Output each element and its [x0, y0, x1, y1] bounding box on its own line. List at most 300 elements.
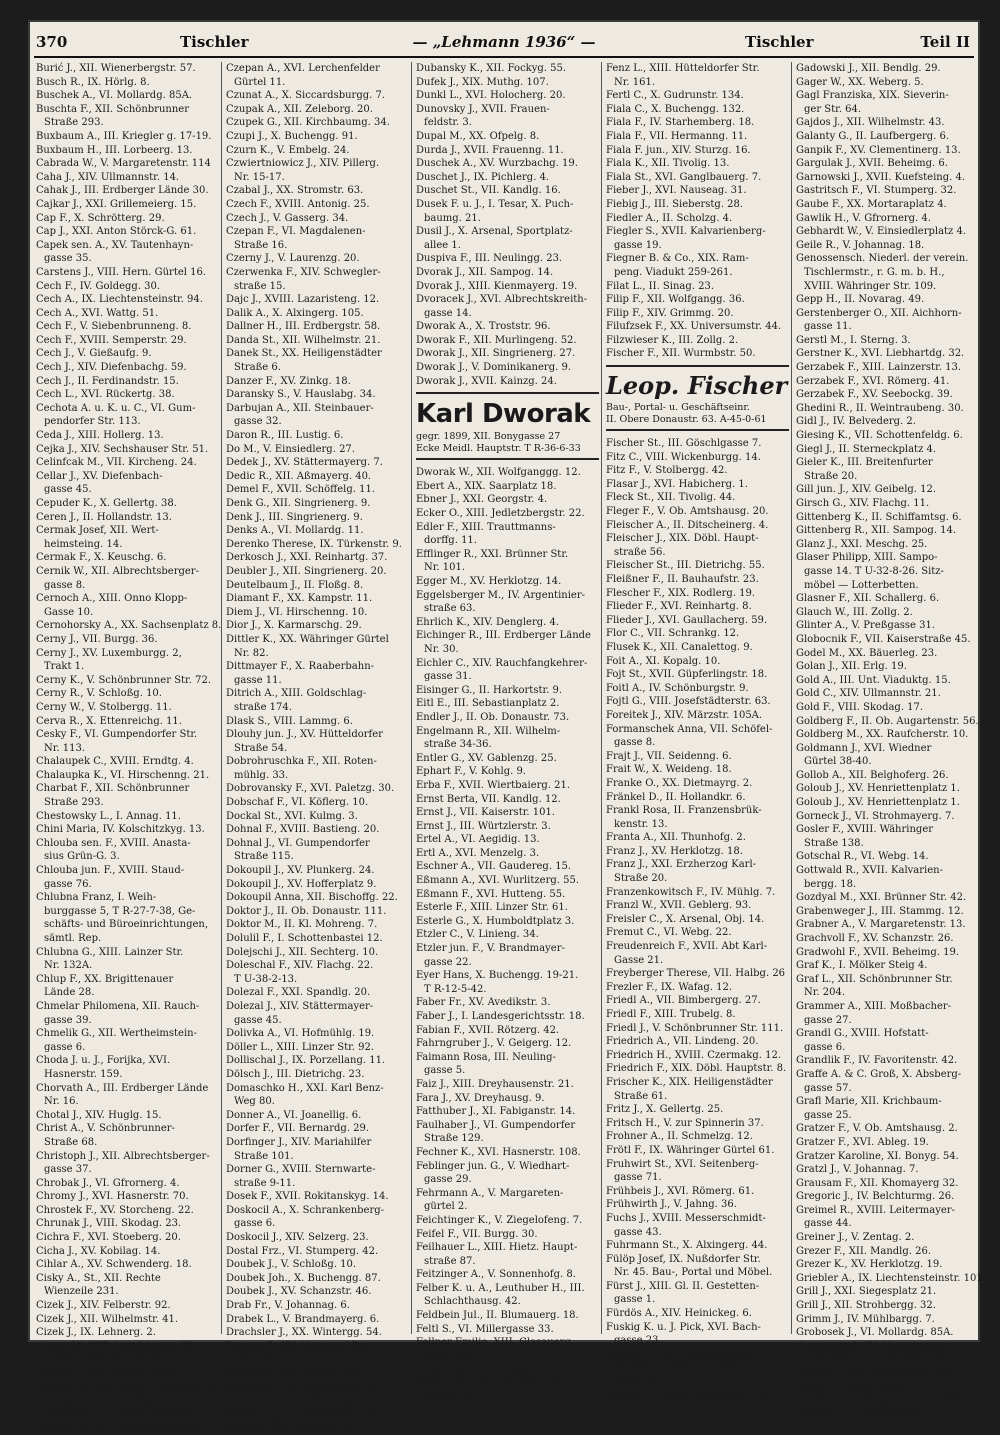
listing-entry: Comba Ed., XII. Meidl. Hauptstr. 68.: [36, 1381, 222, 1393]
listing-entry: Nr. 30.: [424, 643, 459, 655]
listing-entry: heimsteing. 14.: [44, 538, 123, 550]
listing-entry: Gotschal R., VI. Webg. 14.: [796, 851, 929, 863]
listing-entry: pendorfer Str. 113.: [44, 416, 141, 428]
listing-entry: Eschner A., VII. Gaudereg. 15.: [416, 861, 572, 873]
listing-entry: Fuchs J., XVIII. Messerschmidt-: [606, 1212, 766, 1224]
listing-entry: Cerva R., X. Ettenreichg. 11.: [36, 715, 182, 727]
listing-entry: Straße 61.: [614, 1090, 668, 1102]
listing-entry: Danek St., XX. Heiligenstädter: [226, 348, 382, 360]
listing-entry: Dworak A., X. Troststr. 96.: [416, 321, 551, 333]
listing-entry: Gürtel 11.: [234, 76, 286, 88]
listing-entry: Grabner A., V. Margaretenstr. 13.: [796, 919, 966, 931]
listing-entry: Dittler K., XX. Währinger Gürtel: [226, 633, 389, 645]
listing-entry: Grosch J., XIII. Bergmanng. 28.: [796, 1368, 955, 1379]
listing-entry: Drobny K., XII. Wilhelmstr. 59.: [226, 1381, 382, 1393]
listing-entry: gasse 14.: [424, 307, 472, 319]
listing-entry: gasse 25.: [804, 1109, 852, 1121]
listing-entry: Feitzinger A., V. Sonnenhofg. 8.: [416, 1269, 576, 1281]
ad-dworak-line1: gegr. 1899, XII. Bonygasse 27: [416, 431, 561, 443]
listing-entry: XVIII. Währinger Str. 109.: [804, 280, 937, 292]
listing-entry: Fülöp Josef, IX. Nußdorfer Str.: [606, 1253, 761, 1265]
listing-entry: Ceren J., II. Hollandstr. 13.: [36, 511, 172, 523]
listing-entry: Eichler C., XIV. Rauchfangkehrer-: [416, 657, 588, 669]
listing-entry: Czerwenka F., XIV. Schwegler-: [226, 266, 381, 278]
listing-entry: Corridor R., II. Große Stadtgutg. 3.: [36, 1408, 216, 1420]
listing-entry: Dworak W., XII. Wolfganggg. 12.: [416, 467, 581, 479]
listing-entry: Cerny J., VII. Burgg. 36.: [36, 633, 158, 645]
listing-entry: Franzl W., XVII. Geblerg. 93.: [606, 900, 752, 912]
listing-entry: Dittmayer F., X. Raaberbahn-: [226, 661, 375, 673]
listing-entry: Straße 16.: [234, 239, 288, 251]
listing-entry: Darbujan A., XII. Steinbauer-: [226, 402, 374, 414]
listing-entry: Freisler C., X. Arsenal, Obj. 14.: [606, 913, 765, 925]
listing-entry: Fenz L., XIII. Hütteldorfer Str.: [606, 63, 760, 74]
listing-entry: Goldberg F., II. Ob. Augartenstr. 56.: [796, 715, 979, 727]
listing-entry: Filzwieser K., III. Zollg. 2.: [606, 334, 739, 346]
listing-entry: ger Str. 64.: [804, 103, 862, 115]
listing-entry: allee 1.: [424, 239, 461, 251]
listing-entry: Dorner G., XVIII. Sternwarte-: [226, 1164, 376, 1176]
listing-entry: Fürst J., XIII. Gl. II. Gestetten-: [606, 1280, 760, 1292]
listing-entry: Durda J., XVII. Frauenng. 11.: [416, 144, 564, 156]
listing-entry: Freudenreich F., XVII. Abt Karl-: [606, 941, 768, 953]
listing-entry: Buxbaum H., III. Lorbeerg. 13.: [36, 144, 193, 156]
listing-entry: Cech F., V. Siebenbrunneng. 8.: [36, 321, 192, 333]
listing-entry: Cech F., IV. Goldegg. 30.: [36, 280, 161, 292]
listing-entry: Daransky S., V. Hauslabg. 34.: [226, 389, 376, 401]
listing-entry: Fitz F., V. Stolbergg. 42.: [606, 465, 728, 477]
listing-entry: Dedek J., XV. Stättermayerg. 7.: [226, 457, 383, 469]
listing-entry: Dupal M., XX. Ofpelg. 8.: [416, 130, 540, 142]
listing-column-5: [796, 62, 983, 1420]
listing-entry: Cech J., XIV. Diefenbachg. 59.: [36, 362, 187, 374]
page-number: 370: [36, 33, 68, 51]
listing-entry: Fischer St., III. Göschlgasse 7.: [606, 438, 762, 450]
listing-entry: Gold A., III. Unt. Viaduktg. 15.: [796, 674, 951, 686]
listing-entry: Fellner Schewa, IV. Argentinier-: [416, 1378, 579, 1390]
listing-entry: Czepan A., XVI. Lerchenfelder: [226, 63, 380, 74]
listing-entry: bergg. 18.: [804, 878, 857, 890]
listing-entry: Straße 20.: [614, 873, 668, 885]
listing-entry: Dworak J., XVII. Kainzg. 24.: [416, 375, 557, 387]
listing-entry: Gold C., XIV. Ullmannstr. 21.: [796, 688, 941, 700]
ad-dworak-line2: Ecke Meidl. Hauptstr. T R-36-6-33: [416, 443, 581, 455]
listing-entry: Schlachthausg. 42.: [424, 1296, 521, 1308]
listing-entry: Doubek J., XV. Schanzstr. 46.: [226, 1286, 372, 1298]
listing-entry: Straße 115.: [234, 851, 294, 863]
listing-entry: Trakt 1.: [44, 661, 85, 673]
listing-entry: Chrostek F., XV. Storcheng. 22.: [36, 1204, 194, 1216]
listing-entry: Derkosch J., XXI. Reinhartg. 37.: [226, 552, 388, 564]
listing-entry: Fehrmann A., V. Margareten-: [416, 1187, 564, 1199]
listing-entry: Glanz J., XXI. Meschg. 25.: [796, 538, 928, 550]
listing-entry: gasse 22.: [424, 956, 472, 968]
listing-entry: dorffg. 11.: [424, 535, 477, 547]
listing-entry: Fiedler A., II. Scholzg. 4.: [606, 212, 733, 224]
listing-entry: Grandlik F., IV. Favoritenstr. 42.: [796, 1055, 958, 1067]
listing-entry: Buschek A., VI. Mollardg. 85A.: [36, 90, 193, 102]
listing-entry: gasse 45.: [44, 484, 92, 496]
listing-entry: Ganpik F., XV. Clementinerg. 13.: [796, 144, 961, 156]
listing-entry: Frajt J., VII. Seidenng. 6.: [606, 750, 732, 762]
listing-entry: Etzler jun. F., V. Brandmayer-: [416, 943, 565, 955]
header-rule: [34, 56, 974, 58]
listing-entry: Gruber L., II. Berderlerg. 7.: [796, 1408, 938, 1420]
listing-entry: Straße 6.: [234, 362, 281, 374]
listing-entry: Grimm J., IV. Mühlbargg. 7.: [796, 1313, 935, 1325]
listing-entry: Gratzl J., V. Johannag. 7.: [796, 1164, 919, 1176]
listing-entry: Graf L., XII. Schönbrunner Str.: [796, 973, 953, 985]
listing-entry: Dolejschi J., XII. Sechterg. 10.: [226, 946, 379, 958]
listing-entry: Ditrich A., XIII. Goldschlag-: [226, 688, 367, 700]
listing-entry: gasse 11.: [804, 321, 852, 333]
listing-entry: Deutelbaum J., II. Floßg. 8.: [226, 579, 364, 591]
listing-entry: Hasnerstr. 159.: [44, 1068, 123, 1080]
listing-entry: Gorneck J., VI. Strohmayerg. 7.: [796, 810, 955, 822]
listing-entry: Garnowski J., XVII. Kuefsteing. 4.: [796, 171, 966, 183]
listing-entry: Fojt St., XVII. Güpferlingstr. 18.: [606, 669, 768, 681]
listing-entry: Friedrich A., VII. Lindeng. 20.: [606, 1036, 759, 1048]
listing-entry: Cerny J., XV. Luxemburgg. 2,: [36, 647, 182, 659]
listing-entry: gasse 39.: [44, 1014, 92, 1026]
listing-entry: Gerzabek F., XVI. Römerg. 41.: [796, 375, 950, 387]
listing-entry: Dokoupil J., XV. Hofferplatz 9.: [226, 878, 377, 890]
listing-entry: gasse 6.: [44, 1041, 86, 1053]
listing-entry: Dworak F., XII. Murlingeng. 52.: [416, 334, 577, 346]
listing-entry: Fleischer J., XIX. Döbl. Haupt-: [606, 533, 759, 545]
listing-entry: Nr. 82.: [234, 647, 269, 659]
listing-entry: Dunkl L., XVI. Holocherg. 20.: [416, 90, 566, 102]
listing-entry: Gill jun. J., XIV. Geibelg. 12.: [796, 484, 937, 496]
listing-entry: baumg. 21.: [424, 212, 481, 224]
listing-entry: Czepan F., VI. Magdalenen-: [226, 226, 366, 238]
listing-entry: gasse 43.: [614, 1226, 662, 1238]
listing-entry: Grill J., XXI. Siegesplatz 21.: [796, 1286, 937, 1298]
listing-entry: Eßmann F., XVI. Hutteng. 55.: [416, 888, 566, 900]
listing-entry: Drucker J., XVI. Blumeng. 29.: [226, 1395, 376, 1407]
listing-entry: Dobschaf F., VI. Köflerg. 10.: [226, 797, 369, 809]
listing-entry: Drab Fr., V. Johannag. 6.: [226, 1300, 350, 1312]
listing-entry: Chotal J., XIV. Huglg. 15.: [36, 1109, 162, 1121]
listing-entry: Dedic R., XII. Aßmayerg. 40.: [226, 470, 372, 482]
listing-entry: Dockal St., XVI. Kulmg. 3.: [226, 810, 358, 822]
listing-entry: Grabenweger J., III. Stammg. 12.: [796, 905, 964, 917]
listing-entry: Drabek L., V. Brandmayerg. 6.: [226, 1313, 380, 1325]
listing-entry: Dobrohruschka F., XII. Roten-: [226, 756, 377, 768]
listing-entry: Grandl G., XVIII. Hofstatt-: [796, 1028, 929, 1040]
listing-entry: gasse 71.: [614, 1172, 662, 1184]
listing-entry: Duba F., XV. Felberstr. 32.: [226, 1422, 358, 1434]
listing-entry: Cizek J., XII. Wilhelmstr. 41.: [36, 1313, 179, 1325]
listing-entry: straße 56.: [614, 546, 666, 558]
listing-entry: Nr. 132A.: [44, 960, 93, 972]
listing-entry: Faimann Rosa, III. Neuling-: [416, 1051, 556, 1063]
listing-entry: gasse 8.: [614, 737, 656, 749]
listing-entry: Dallner H., III. Erdbergstr. 58.: [226, 321, 381, 333]
listing-entry: Chorvath A., III. Erdberger Lände: [36, 1082, 209, 1094]
listing-entry: Franzenkowitsch F., IV. Mühlg. 7.: [606, 886, 776, 898]
listing-entry: Goloub J., XV. Henriettenplatz 1.: [796, 783, 960, 795]
listing-entry: Cechota A. u. K. u. C., VI. Gum-: [36, 402, 196, 414]
listing-entry: Fleischer A., II. Ditscheinerg. 4.: [606, 519, 769, 531]
listing-entry: Gozdyal M., XXI. Brünner Str. 42.: [796, 892, 967, 904]
listing-entry: gasse 44.: [804, 1218, 852, 1230]
listing-entry: Fertl C., X. Gudrunstr. 134.: [606, 90, 744, 102]
listing-entry: Dworak J., XII. Singrienerg. 27.: [416, 348, 576, 360]
listing-entry: Dolulil F., I. Schottenbastei 12.: [226, 933, 383, 944]
listing-entry: Busch R., IX. Hörlg. 8.: [36, 76, 150, 88]
listing-entry: Grohmann J., IX. Döblichg. 8.: [796, 1354, 945, 1366]
listing-entry: Christoph J., XII. Albrechtsberger-: [36, 1150, 210, 1162]
listing-entry: Cejka J., XIV. Sechshauser Str. 51.: [36, 443, 209, 455]
listing-entry: Ghedini R., II. Weintraubeng. 30.: [796, 402, 964, 414]
listing-entry: Chmelik G., XII. Wertheimstein-: [36, 1028, 197, 1040]
listing-entry: Cerny K., V. Schönbrunner Str. 72.: [36, 674, 211, 686]
listing-entry: Faiz J., XIII. Dreyhausenstr. 21.: [416, 1078, 574, 1090]
listing-entry: möbel — Lotterbetten.: [804, 579, 919, 591]
listing-entry: Nr. 16.: [44, 1096, 79, 1108]
listing-entry: gasse 6.: [804, 1041, 846, 1053]
listing-entry: Lände 28.: [44, 987, 95, 999]
listing-entry: Nr. 113.: [44, 742, 86, 754]
listing-entry: Fiala K., XII. Tivolig. 13.: [606, 158, 730, 170]
listing-entry: Fojtl G., VIII. Josefstädterstr. 63.: [606, 696, 771, 708]
listing-entry: Gasse 21.: [614, 954, 664, 966]
listing-entry: Ephart F., V. Kohlg. 9.: [416, 766, 526, 778]
listing-entry: Flusek K., XII. Canalettog. 9.: [606, 641, 753, 653]
listing-entry: Cech J., V. Gießaufg. 9.: [36, 348, 152, 360]
listing-entry: Cap F., X. Schrötterg. 29.: [36, 212, 165, 224]
listing-entry: Döller L., XIII. Linzer Str. 92.: [226, 1041, 375, 1053]
listing-entry: Chmelar Philomena, XII. Rauch-: [36, 1000, 200, 1012]
listing-entry: Fiala F., VII. Hermanng. 11.: [606, 130, 748, 142]
listing-entry: Fiegner B. & Co., XIX. Ram-: [606, 253, 749, 265]
listing-entry: Capek sen. A., XV. Tautenhayn-: [36, 239, 194, 251]
listing-entry: Chalaupka K., VI. Hirschenng. 21.: [36, 769, 210, 781]
listing-entry: Ebert A., XIX. Saarplatz 18.: [416, 480, 557, 492]
listing-entry: Grammer A., XIII. Moßbacher-: [796, 1000, 952, 1012]
listing-entry: straße 34-36.: [424, 739, 492, 751]
column-divider: [601, 62, 602, 1334]
listing-entry: Fleißner F., II. Bauhaufstr. 23.: [606, 574, 759, 585]
listing-entry: Chlouba sen. F., XVIII. Anasta-: [36, 837, 191, 849]
listing-entry: Eitl E., III. Sebastianplatz 2.: [416, 698, 560, 710]
listing-entry: Dusek F. u. J., I. Tesar, X. Puch-: [416, 198, 574, 210]
listing-entry: sius Grün-G. 3.: [44, 851, 120, 863]
advertisement-fischer: [606, 365, 789, 431]
listing-entry: Esterle G., X. Humboldtplatz 3.: [416, 915, 575, 927]
listing-entry: Dorfinger J., XIV. Mariahilfer: [226, 1136, 372, 1148]
listing-entry: Glasner F., XII. Schallerg. 6.: [796, 593, 940, 605]
listing-entry: Csanky M., IX. Liechtensteinstr. 117: [36, 1422, 221, 1434]
listing-entry: Feilhauer L., XIII. Hietz. Haupt-: [416, 1242, 578, 1254]
header-right-title: Tischler: [745, 33, 814, 51]
listing-entry: Straße 68.: [44, 1136, 98, 1148]
listing-entry: Derenko Therese, IX. Türkenstr. 9.: [226, 538, 402, 550]
listing-entry: Daron R., III. Lustig. 6.: [226, 430, 344, 442]
listing-entry: Danzer F., XV. Zinkg. 18.: [226, 375, 351, 387]
listing-entry: Dworak J., V. Dominikanerg. 9.: [416, 362, 571, 374]
listing-entry: Duspiva F., III. Neulingg. 23.: [416, 253, 563, 265]
listing-entry: Czech J., V. Gasserg. 34.: [226, 212, 349, 224]
listing-entry: Cech L., XVI. Rückertg. 38.: [36, 389, 175, 401]
listing-entry: Cabrada W., V. Margaretenstr. 114: [36, 158, 211, 170]
listing-entry: Cech A., IX. Liechtensteinstr. 94.: [36, 294, 203, 306]
listing-entry: Gawlik H., V. Gfrornerg. 4.: [796, 212, 931, 224]
listing-entry: Friedl A., VII. Bimbergerg. 27.: [606, 995, 761, 1007]
listing-entry: Gosler F., XVIII. Währinger: [796, 824, 934, 836]
listing-entry: Cicha J., XV. Kobilag. 14.: [36, 1245, 161, 1257]
listing-entry: Dvorak J., XIII. Kienmayerg. 19.: [416, 280, 578, 292]
listing-entry: Eisinger G., II. Harkortstr. 9.: [416, 684, 563, 696]
listing-entry: gasse 19.: [614, 239, 662, 251]
listing-entry: Dusil J., X. Arsenal, Sportplatz-: [416, 226, 573, 238]
listing-entry: Dostal Frz., VI. Stumperg. 42.: [226, 1245, 379, 1257]
listing-entry: gasse 37.: [44, 1164, 92, 1176]
listing-entry: Ernst Berta, VII. Kandlg. 12.: [416, 793, 561, 805]
listing-entry: gasse 29.: [424, 1174, 472, 1186]
listing-entry: Ertel A., VI. Aegidig. 13.: [416, 834, 540, 846]
listing-entry: straße 15.: [234, 280, 286, 292]
listing-entry: Chlouba jun. F., XVIII. Staud-: [36, 865, 185, 877]
listing-entry: Dubansky K., XII. Fockyg. 55.: [416, 63, 567, 74]
listing-entry: Feltl S., VI. Millergasse 33.: [416, 1323, 554, 1335]
listing-entry: Fieber J., XVI. Nauseag. 31.: [606, 185, 747, 197]
listing-entry: Flasar J., XVI. Habicherg. 1.: [606, 478, 748, 490]
listing-entry: Dokoupil Anna, XII. Bischoffg. 22.: [226, 892, 398, 904]
listing-entry: Globocnik F., VII. Kaiserstraße 45.: [796, 633, 971, 645]
listing-entry: T R-12-5-42.: [424, 983, 487, 995]
listing-entry: Grobosek J., VI. Mollardg. 85A.: [796, 1327, 954, 1339]
listing-entry: Faulhaber J., VI. Gumpendorfer: [416, 1119, 576, 1131]
listing-entry: gasse 14. T U-32-8-26. Sitz-: [804, 565, 944, 577]
listing-entry: Fiala St., XVI. Ganglbauerg. 7.: [606, 171, 762, 183]
listing-entry: Endler J., II. Ob. Donaustr. 73.: [416, 711, 570, 723]
listing-entry: Dohnal F., XVIII. Bastieng. 20.: [226, 824, 380, 836]
listing-entry: gasse 11.: [234, 674, 282, 686]
listing-entry: Dalik A., X. Alxingerg. 105.: [226, 307, 364, 319]
listing-entry: Frötl F., IX. Währinger Gürtel 61.: [606, 1144, 775, 1156]
listing-entry: gasse 45.: [234, 1014, 282, 1026]
listing-entry: Cerny R., V. Schloßg. 10.: [36, 688, 162, 700]
listing-entry: straße 53.: [424, 1391, 476, 1403]
listing-entry: Cech F., XVIII. Semperstr. 29.: [36, 334, 187, 346]
listing-entry: Drucker J., III. Würzlerstr. 15.: [226, 1408, 378, 1420]
listing-entry: Graf K., I. Mölker Steig 4.: [796, 960, 928, 972]
listing-entry: straße 9-11.: [234, 1177, 296, 1189]
listing-entry: gasse 31.: [424, 671, 472, 683]
listing-entry: Czerny J., V. Laurenzg. 20.: [226, 253, 360, 265]
listing-entry: Buschta F., XII. Schönbrunner: [36, 103, 189, 115]
listing-entry: Fabian F., XVII. Rötzerg. 42.: [416, 1024, 560, 1036]
listing-entry: Faber Fr., XV. Avedikstr. 3.: [416, 997, 551, 1009]
listing-entry: Fatthuber J., XI. Fabiganstr. 14.: [416, 1106, 576, 1118]
listing-entry: Conrads F., IX. Marktg. 11.: [36, 1395, 174, 1407]
listing-entry: Gruber F., V. Margaretenstr. 160.: [796, 1395, 965, 1407]
listing-entry: Franz J., XXI. Erzherzog Karl-: [606, 859, 757, 871]
listing-entry: Fiala C., X. Buchengg. 132.: [606, 103, 745, 115]
listing-entry: Gerstl M., I. Sterng. 3.: [796, 334, 911, 346]
listing-entry: Fränkel D., II. Hollandkr. 6.: [606, 791, 746, 803]
listing-entry: Caha J., XIV. Ullmannstr. 14.: [36, 171, 180, 183]
listing-entry: Gregoric J., IV. Belchturmg. 26.: [796, 1191, 955, 1203]
listing-entry: Chlubna Franz, I. Weih-: [36, 892, 157, 904]
page-header: [30, 30, 978, 56]
listing-entry: Cmolik J., XIV. Fenzlg. 8-10.: [36, 1354, 177, 1366]
listing-entry: Chrobak J., VI. Gfrornerg. 4.: [36, 1177, 180, 1189]
listing-entry: Dolivka A., VI. Hofmühlg. 19.: [226, 1028, 375, 1040]
listing-entry: Cesky F., VI. Gumpendorfer Str.: [36, 729, 198, 741]
listing-entry: Foreitek J., XIV. Märzstr. 105A.: [606, 709, 763, 721]
listing-entry: Fara J., XV. Dreyhausg. 9.: [416, 1092, 545, 1104]
listing-entry: Czunat A., X. Siccardsburgg. 7.: [226, 90, 386, 102]
listing-entry: Griebler A., IX. Liechtensteinstr. 101: [796, 1272, 983, 1284]
listing-entry: Fritz J., X. Gellertg. 25.: [606, 1104, 724, 1116]
listing-entry: Dölsch J., III. Dietrichg. 23.: [226, 1068, 365, 1080]
listing-entry: Flescher F., XIX. Rodlerg. 19.: [606, 587, 756, 599]
listing-entry: Cizner W., XVI. Lienfelderg. 86.: [36, 1340, 196, 1352]
listing-entry: Nr. 15-17.: [234, 171, 285, 183]
listing-entry: Grohmann J., IV. Mommseng. 4.: [796, 1340, 957, 1352]
listing-entry: Freyberger Therese, VII. Halbg. 26: [606, 968, 786, 980]
listing-entry: Genossensch. Niederl. der verein.: [796, 253, 969, 265]
listing-entry: Fellner J., III. Gärtnerg. 33.: [416, 1364, 555, 1376]
listing-entry: Gebhardt W., V. Einsiedlerplatz 4.: [796, 226, 967, 238]
listing-column-3: [416, 62, 599, 1403]
listing-entry: Dajc J., XVIII. Lazaristeng. 12.: [226, 294, 380, 306]
listing-entry: Gerzabek F., XV. Seebockg. 39.: [796, 389, 953, 401]
listing-entry: Gratzer F., V. Ob. Amtshausg. 2.: [796, 1123, 958, 1135]
listing-entry: Gaube F., XX. Mortaraplatz 4.: [796, 198, 947, 210]
listing-entry: Gieler K., III. Breitenfurter: [796, 457, 933, 469]
listing-entry: Golan J., XII. Erlg. 19.: [796, 661, 907, 673]
listing-entry: Chestowsky L., I. Annag. 11.: [36, 810, 181, 822]
listing-entry: Frait W., X. Weideng. 18.: [606, 764, 732, 776]
listing-entry: Grachvoll F., XV. Schanzstr. 26.: [796, 933, 954, 944]
listing-entry: Do M., V. Einsiedlerg. 27.: [226, 443, 355, 455]
listing-entry: Gargulak J., XVII. Beheimg. 6.: [796, 158, 948, 170]
listing-entry: Dosek F., XVII. Rokitanskyg. 14.: [226, 1191, 389, 1203]
listing-entry: schäfts- und Büroeinrichtungen,: [44, 919, 209, 931]
listing-entry: Czwiertniowicz J., XIV. Pillerg.: [226, 158, 380, 170]
listing-entry: Cizek J., IX. Lehnerg. 2.: [36, 1327, 156, 1339]
listing-entry: Gollob A., XII. Belghoferg. 26.: [796, 769, 949, 781]
listing-entry: gasse 6.: [234, 1218, 276, 1230]
listing-entry: Dlouhy jun. J., XV. Hütteldorfer: [226, 729, 383, 741]
listing-entry: Girsch G., XIV. Flachg. 11.: [796, 498, 930, 509]
listing-entry: Egger M., XV. Herklotzg. 14.: [416, 576, 562, 587]
listing-entry: Etzler C., V. Linieng. 34.: [416, 929, 539, 941]
listing-entry: Czupak A., XII. Zeleborg. 20.: [226, 103, 373, 115]
listing-entry: Gerstenberger O., XII. Aichhorn-: [796, 307, 962, 319]
listing-entry: Dvoracek J., XVI. Albrechtskreith-: [416, 294, 588, 306]
listing-entry: Efflinger R., XXI. Brünner Str.: [416, 548, 569, 560]
listing-entry: gasse 27.: [804, 1014, 852, 1026]
column-divider: [411, 62, 412, 1334]
listing-entry: Dobrovansky F., XVI. Paletzg. 30.: [226, 783, 395, 795]
listing-entry: gasse 1.: [614, 1294, 656, 1306]
listing-entry: Doubek J., V. Schloßg. 10.: [226, 1259, 357, 1271]
listing-entry: Chlup F., XX. Brigittenauer: [36, 973, 174, 985]
listing-entry: Czech F., XVIII. Antonig. 25.: [226, 198, 370, 210]
listing-entry: Gajdos J., XII. Wilhelmstr. 43.: [796, 117, 945, 129]
listing-entry: Franta A., XII. Thunhofg. 2.: [606, 832, 746, 844]
listing-entry: Dvorak J., XII. Sampog. 14.: [416, 266, 554, 278]
listing-entry: sämtl. Rep.: [44, 933, 102, 944]
listing-entry: Gittenberg K., II. Schiffamtsg. 6.: [796, 511, 962, 523]
listing-entry: Groß F., I. Rene Burg.: [796, 1381, 908, 1393]
listing-entry: Cernik W., XII. Albrechtsberger-: [36, 565, 199, 577]
